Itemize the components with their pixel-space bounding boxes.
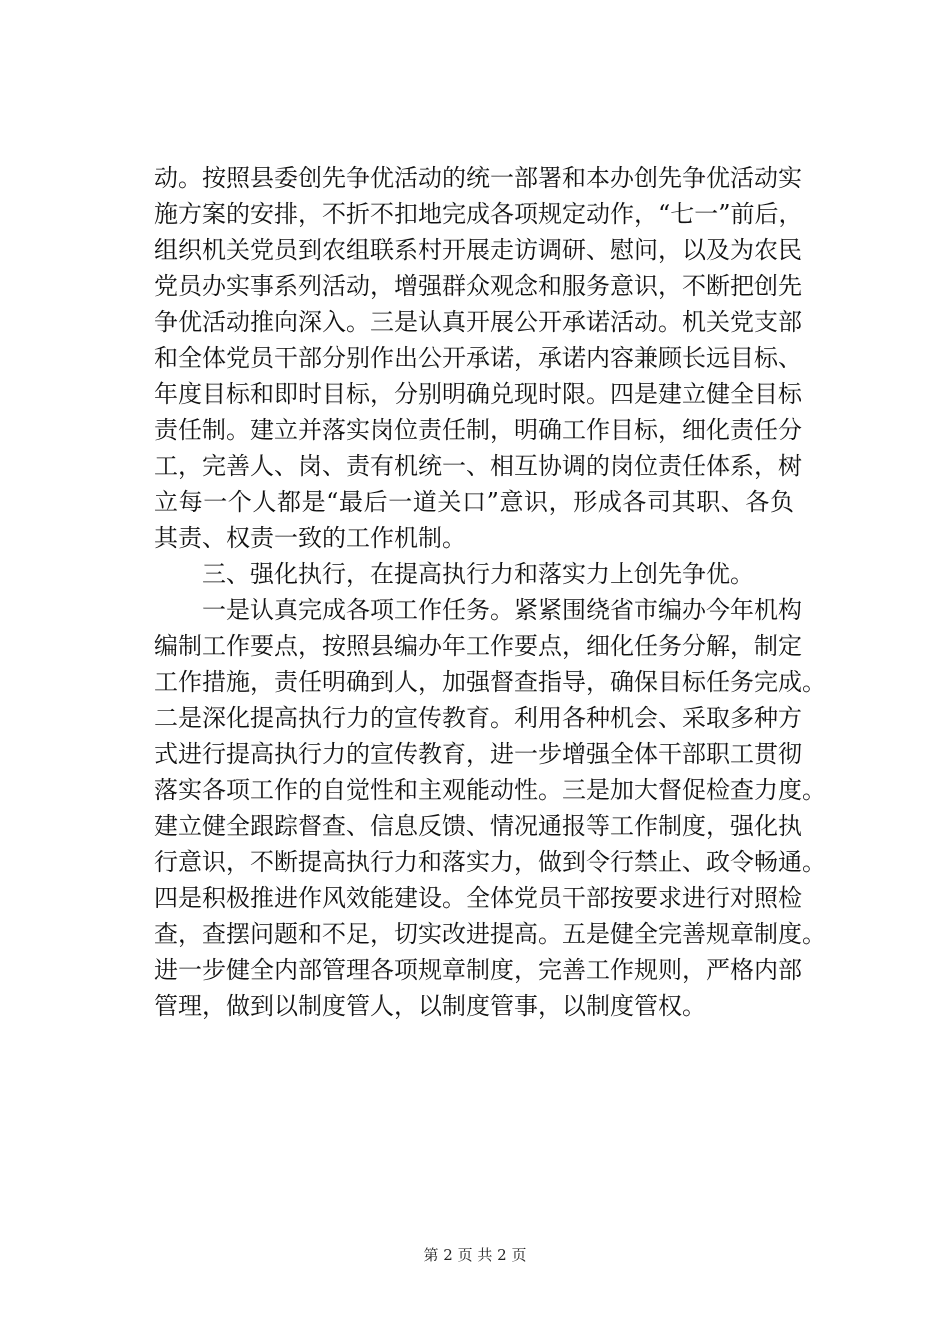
text-line: 行意识，不断提高执行力和落实力，做到令行禁止、政令畅通。 [154, 848, 826, 876]
text-line: 动。按照县委创先争优活动的统一部署和本办创先争优活动实 [154, 164, 802, 192]
document-body [154, 160, 826, 1024]
page-number-footer: 第 2 页 共 2 页 [423, 1246, 527, 1264]
text-line: 进一步健全内部管理各项规章制度，完善工作规则，严格内部 [154, 956, 802, 984]
text-line: 建立健全跟踪督查、信息反馈、情况通报等工作制度，强化执 [154, 812, 802, 840]
text-line: 编制工作要点，按照县编办年工作要点，细化任务分解，制定 [154, 632, 802, 660]
text-line: 查，查摆问题和不足，切实改进提高。五是健全完善规章制度。 [154, 920, 826, 948]
text-line: 一是认真完成各项工作任务。紧紧围绕省市编办今年机构 [154, 596, 802, 624]
text-line: 工作措施，责任明确到人，加强督查指导，确保目标任务完成。 [154, 668, 826, 696]
paragraph-end-line: 管理，做到以制度管人，以制度管事，以制度管权。 [154, 992, 706, 1020]
text-line: 立每一个人都是“最后一道关口”意识，形成各司其职、各负 [154, 488, 794, 516]
paragraph-end-line: 其责、权责一致的工作机制。 [154, 524, 466, 552]
text-line: 年度目标和即时目标，分别明确兑现时限。四是建立健全目标 [154, 380, 802, 408]
text-line: 组织机关党员到农组联系村开展走访调研、慰问，以及为农民 [154, 236, 802, 264]
text-line: 工，完善人、岗、责有机统一、相互协调的岗位责任体系，树 [154, 452, 802, 480]
text-line: 争优活动推向深入。三是认真开展公开承诺活动。机关党支部 [154, 308, 802, 336]
text-line: 和全体党员干部分别作出公开承诺，承诺内容兼顾长远目标、 [154, 344, 802, 372]
text-line: 党员办实事系列活动，增强群众观念和服务意识，不断把创先 [154, 272, 802, 300]
text-line: 落实各项工作的自觉性和主观能动性。三是加大督促检查力度。 [154, 776, 826, 804]
text-line: 施方案的安排，不折不扣地完成各项规定动作，“七一”前后， [154, 200, 803, 228]
text-line: 二是深化提高执行力的宣传教育。利用各种机会、采取多种方 [154, 704, 802, 732]
text-line: 四是积极推进作风效能建设。全体党员干部按要求进行对照检 [154, 884, 802, 912]
section-heading: 三、强化执行，在提高执行力和落实力上创先争优。 [154, 560, 754, 588]
text-line: 责任制。建立并落实岗位责任制，明确工作目标，细化责任分 [154, 416, 802, 444]
text-line: 式进行提高执行力的宣传教育，进一步增强全体干部职工贯彻 [154, 740, 802, 768]
